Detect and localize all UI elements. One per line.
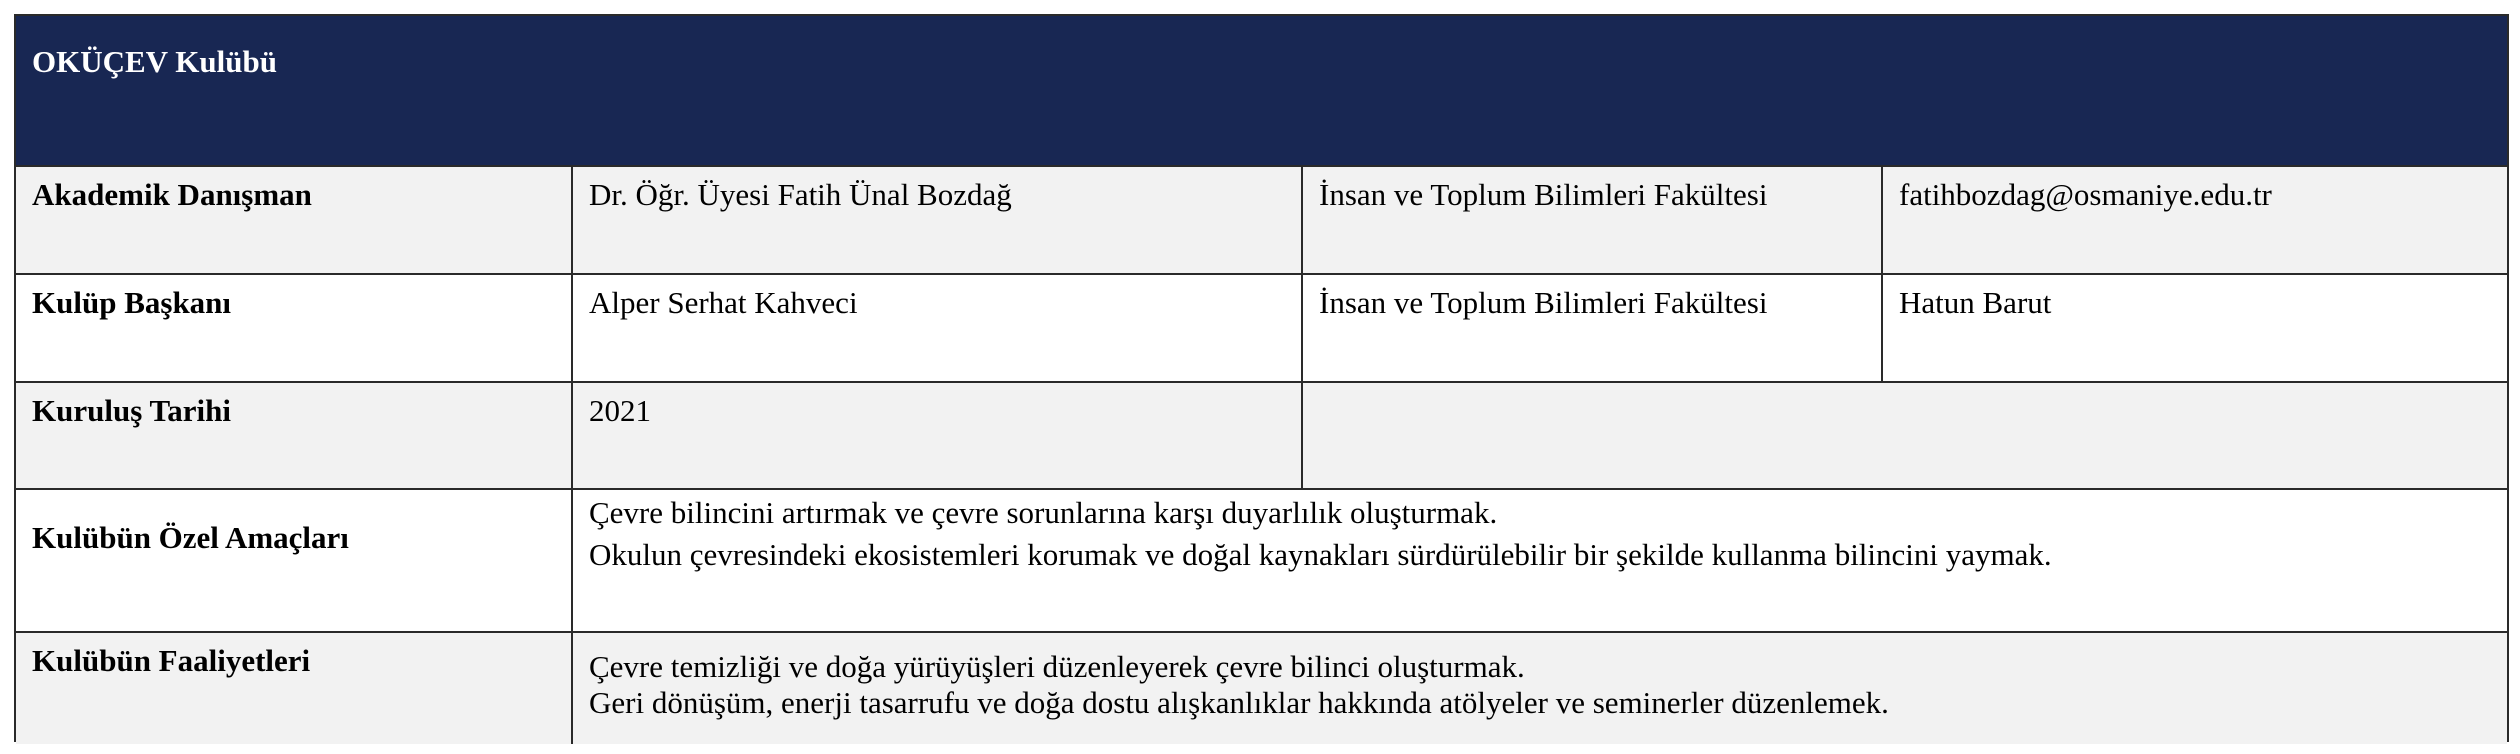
empty-cell bbox=[1301, 383, 2507, 488]
label-academic-advisor: Akademik Danışman bbox=[32, 177, 312, 212]
goals-content bbox=[571, 490, 2507, 631]
goal-line-1: Çevre bilincini artırmak ve çevre sorunlarına karşı duyarlılık oluşturmak. bbox=[589, 495, 1498, 530]
president-name: Alper Serhat Kahveci bbox=[571, 275, 1301, 381]
label-activities: Kulübün Faaliyetleri bbox=[32, 643, 311, 678]
activity-line-1: Çevre temizliği ve doğa yürüyüşleri düzenleyerek çevre bilinci oluşturmak. bbox=[589, 649, 1525, 684]
activities-content bbox=[571, 633, 2507, 744]
table-row-activities bbox=[16, 631, 2507, 744]
goal-line-2: Okulun çevresindeki ekosistemleri korumak ve doğal kaynakları sürdürülebilir bir şekilde kullanma bilincini yaymak. bbox=[589, 537, 2052, 572]
advisor-email[interactable]: fatihbozdag@osmaniye.edu.tr bbox=[1881, 167, 2507, 273]
club-info-table bbox=[14, 14, 2509, 742]
club-title: OKÜÇEV Kulübü bbox=[32, 44, 277, 79]
label-founding-date: Kuruluş Tarihi bbox=[32, 393, 232, 428]
label-goals: Kulübün Özel Amaçları bbox=[32, 520, 349, 555]
advisor-faculty: İnsan ve Toplum Bilimleri Fakültesi bbox=[1301, 167, 1881, 273]
president-faculty: İnsan ve Toplum Bilimleri Fakültesi bbox=[1301, 275, 1881, 381]
activity-line-2: Geri dönüşüm, enerji tasarrufu ve doğa dostu alışkanlıklar hakkında atölyeler ve seminerler düzenlemek. bbox=[589, 685, 1889, 720]
table-row-academic-advisor bbox=[16, 165, 2507, 273]
table-row-goals bbox=[16, 488, 2507, 631]
table-row-club-president bbox=[16, 273, 2507, 381]
table-header bbox=[16, 16, 2507, 165]
founding-year: 2021 bbox=[571, 383, 1301, 488]
table-row-founding-date bbox=[16, 381, 2507, 488]
label-club-president: Kulüp Başkanı bbox=[32, 285, 232, 320]
president-extra: Hatun Barut bbox=[1881, 275, 2507, 381]
advisor-name: Dr. Öğr. Üyesi Fatih Ünal Bozdağ bbox=[571, 167, 1301, 273]
